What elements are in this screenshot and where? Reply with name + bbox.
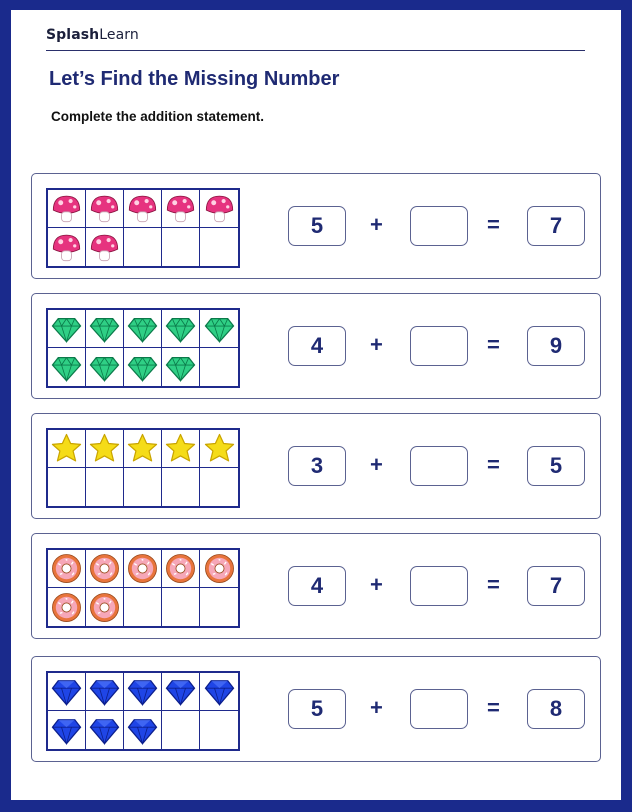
ten-frame-cell <box>162 711 200 749</box>
ten-frame-cell <box>86 310 124 348</box>
missing-number-box[interactable] <box>410 689 468 729</box>
ten-frame-cell <box>86 550 124 588</box>
star-icon <box>50 432 83 465</box>
mushroom-icon <box>50 192 83 225</box>
blue-diamond-icon <box>164 675 197 708</box>
addend-box: 5 <box>288 689 346 729</box>
ten-frame-cell <box>124 348 162 386</box>
ten-frame-cell <box>124 711 162 749</box>
equals-sign: = <box>487 452 500 477</box>
blue-diamond-icon <box>88 714 121 747</box>
donut-icon <box>203 552 236 585</box>
plus-sign: + <box>370 452 383 477</box>
blue-diamond-icon <box>50 675 83 708</box>
ten-frame <box>46 188 240 268</box>
problem-card-1 <box>31 173 601 279</box>
mushroom-icon <box>50 231 83 264</box>
donut-icon <box>50 552 83 585</box>
ten-frame-cell <box>48 190 86 228</box>
plus-sign: + <box>370 212 383 237</box>
emerald-gem-icon <box>126 312 159 345</box>
star-icon <box>203 432 236 465</box>
equals-sign: = <box>487 332 500 357</box>
plus-sign: + <box>370 332 383 357</box>
sum-box: 7 <box>527 206 585 246</box>
emerald-gem-icon <box>203 312 236 345</box>
sum-box: 5 <box>527 446 585 486</box>
ten-frame-cell <box>162 430 200 468</box>
ten-frame-cell <box>162 310 200 348</box>
star-icon <box>164 432 197 465</box>
blue-diamond-icon <box>88 675 121 708</box>
ten-frame-cell <box>48 673 86 711</box>
ten-frame-cell <box>48 468 86 506</box>
sum-box: 9 <box>527 326 585 366</box>
ten-frame <box>46 308 240 388</box>
logo-part-splash: Splash <box>46 27 100 43</box>
donut-icon <box>126 552 159 585</box>
star-icon <box>126 432 159 465</box>
ten-frame-cell <box>86 228 124 266</box>
ten-frame <box>46 548 240 628</box>
ten-frame-cell <box>200 310 238 348</box>
emerald-gem-icon <box>50 351 83 384</box>
blue-diamond-icon <box>50 714 83 747</box>
ten-frame-cell <box>162 348 200 386</box>
mushroom-icon <box>164 192 197 225</box>
ten-frame-cell <box>86 468 124 506</box>
donut-icon <box>50 591 83 624</box>
ten-frame-cell <box>48 550 86 588</box>
plus-sign: + <box>370 572 383 597</box>
ten-frame-cell <box>48 588 86 626</box>
equals-sign: = <box>487 212 500 237</box>
equals-sign: = <box>487 572 500 597</box>
emerald-gem-icon <box>164 351 197 384</box>
ten-frame-cell <box>162 468 200 506</box>
worksheet <box>11 10 621 800</box>
mushroom-icon <box>88 231 121 264</box>
ten-frame-cell <box>200 348 238 386</box>
ten-frame-cell <box>124 550 162 588</box>
ten-frame-cell <box>48 711 86 749</box>
missing-number-box[interactable] <box>410 446 468 486</box>
instruction-text: Complete the addition statement. <box>51 109 265 124</box>
blue-diamond-icon <box>203 675 236 708</box>
page-title: Let’s Find the Missing Number <box>49 68 340 90</box>
addend-box: 3 <box>288 446 346 486</box>
mushroom-icon <box>126 192 159 225</box>
ten-frame-cell <box>48 430 86 468</box>
ten-frame <box>46 428 240 508</box>
splashlearn-logo <box>46 27 139 43</box>
ten-frame-cell <box>86 348 124 386</box>
missing-number-box[interactable] <box>410 326 468 366</box>
ten-frame-cell <box>162 550 200 588</box>
ten-frame-cell <box>86 430 124 468</box>
ten-frame-cell <box>200 711 238 749</box>
equals-sign: = <box>487 695 500 720</box>
missing-number-box[interactable] <box>410 566 468 606</box>
ten-frame-cell <box>124 190 162 228</box>
ten-frame-cell <box>124 228 162 266</box>
emerald-gem-icon <box>126 351 159 384</box>
sum-box: 8 <box>527 689 585 729</box>
donut-icon <box>164 552 197 585</box>
ten-frame-cell <box>48 228 86 266</box>
ten-frame-cell <box>124 673 162 711</box>
blue-diamond-icon <box>126 675 159 708</box>
problem-card-2 <box>31 293 601 399</box>
plus-sign: + <box>370 695 383 720</box>
ten-frame-cell <box>86 711 124 749</box>
addend-box: 5 <box>288 206 346 246</box>
ten-frame-cell <box>86 588 124 626</box>
emerald-gem-icon <box>88 312 121 345</box>
emerald-gem-icon <box>164 312 197 345</box>
header-divider <box>46 50 585 51</box>
ten-frame-cell <box>200 228 238 266</box>
ten-frame-cell <box>162 673 200 711</box>
problem-card-5 <box>31 656 601 762</box>
star-icon <box>88 432 121 465</box>
ten-frame-cell <box>124 588 162 626</box>
ten-frame-cell <box>86 673 124 711</box>
ten-frame-cell <box>200 468 238 506</box>
sum-box: 7 <box>527 566 585 606</box>
ten-frame-cell <box>200 588 238 626</box>
problem-card-4 <box>31 533 601 639</box>
ten-frame-cell <box>124 468 162 506</box>
ten-frame-cell <box>200 673 238 711</box>
ten-frame-cell <box>162 588 200 626</box>
ten-frame-cell <box>162 190 200 228</box>
problem-card-3 <box>31 413 601 519</box>
emerald-gem-icon <box>50 312 83 345</box>
donut-icon <box>88 591 121 624</box>
ten-frame-cell <box>200 190 238 228</box>
ten-frame-cell <box>200 430 238 468</box>
addend-box: 4 <box>288 326 346 366</box>
emerald-gem-icon <box>88 351 121 384</box>
ten-frame-cell <box>48 348 86 386</box>
ten-frame-cell <box>124 310 162 348</box>
ten-frame-cell <box>48 310 86 348</box>
missing-number-box[interactable] <box>410 206 468 246</box>
ten-frame-cell <box>124 430 162 468</box>
donut-icon <box>88 552 121 585</box>
mushroom-icon <box>88 192 121 225</box>
mushroom-icon <box>203 192 236 225</box>
addend-box: 4 <box>288 566 346 606</box>
logo-part-learn: Learn <box>99 27 139 43</box>
ten-frame-cell <box>200 550 238 588</box>
ten-frame <box>46 671 240 751</box>
blue-diamond-icon <box>126 714 159 747</box>
ten-frame-cell <box>162 228 200 266</box>
ten-frame-cell <box>86 190 124 228</box>
